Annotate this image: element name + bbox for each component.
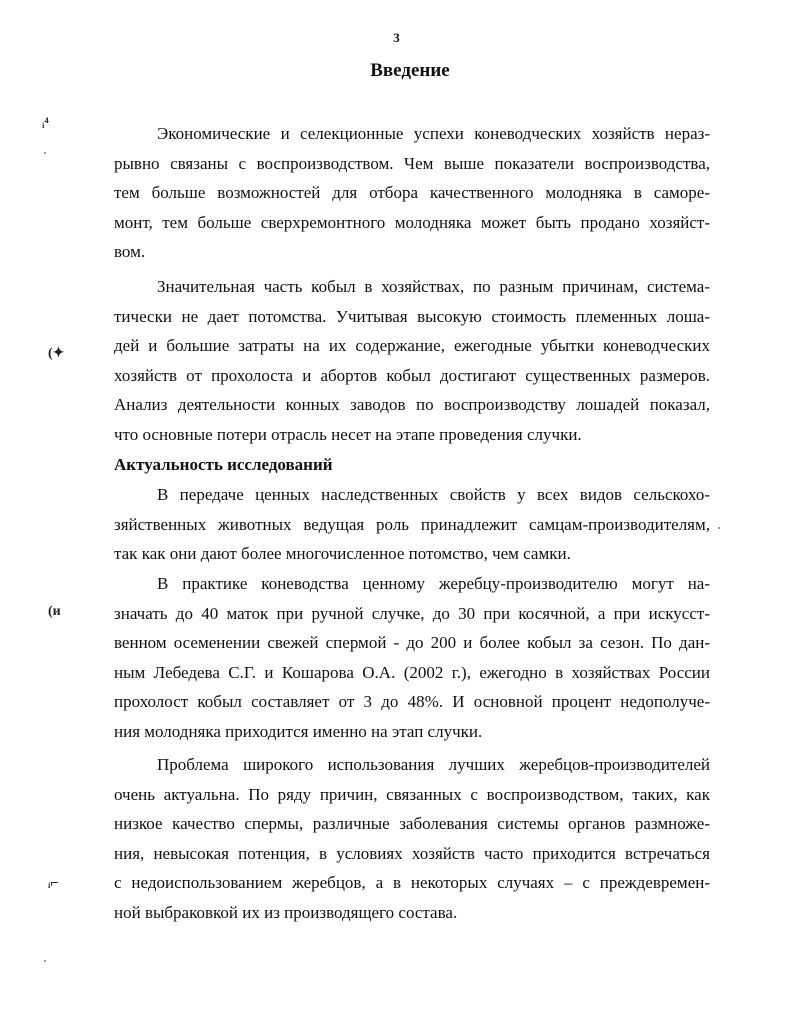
text-line: ния молодняка приходится именно на этап случки. — [114, 721, 483, 741]
text-line: Анализ деятельности конных заводов по воспроизводству лошадей показал, — [114, 395, 710, 415]
scan-dot — [44, 960, 46, 962]
text-line: прохолост кобыл составляет от 3 до 48%. И основной процент недополуче- — [114, 692, 710, 712]
text-line: хозяйств от прохолоста и абортов кобыл достигают существенных размеров. — [114, 365, 710, 385]
margin-mark: (✦ — [48, 346, 65, 361]
text-line: Значительная часть кобыл в хозяйствах, по разным причинам, система- — [157, 277, 710, 296]
text-line: рывно связаны с воспроизводством. Чем выше показатели воспроизводства, — [114, 153, 710, 173]
section-heading-block — [114, 450, 710, 480]
paragraph-1 — [114, 119, 710, 267]
scan-dot — [44, 152, 46, 154]
text-line: монт, тем больше сверхремонтного молодняка может быть продано хозяйст- — [114, 212, 710, 232]
text-line: дей и большие затраты на их содержание, ежегодные убытки коневодческих — [114, 336, 710, 356]
text-line: Проблема широкого использования лучших жеребцов-производителей — [157, 755, 710, 774]
margin-mark: (ᴎ — [48, 604, 61, 619]
text-line: очень актуальна. По ряду причин, связанных с воспроизводством, таких, как — [114, 784, 710, 804]
text-line: ным Лебедева С.Г. и Кошарова О.А. (2002 г.), ежегодно в хозяйствах России — [114, 662, 710, 682]
text-line: В практике коневодства ценному жеребцу-производителю могут на- — [157, 574, 710, 593]
text-line: ния, невысокая потенция, в условиях хозяйств часто приходится встречаться — [114, 843, 710, 863]
text-line: тем больше возможностей для отбора качественного молодняка в саморе- — [114, 183, 710, 203]
text-line: вом. — [114, 242, 146, 262]
scan-dot — [718, 527, 720, 529]
paragraph-3 — [114, 480, 710, 569]
text-line: что основные потери отрасль несет на этапе проведения случки. — [114, 424, 582, 444]
text-line: значать до 40 маток при ручной случке, до 30 при косячной, а при искусст- — [114, 603, 710, 623]
paragraph-2 — [114, 272, 710, 450]
text-line: ной выбраковкой их из производящего состава. — [114, 902, 458, 922]
page-number: 3 — [393, 30, 400, 45]
paragraph-4 — [114, 569, 710, 747]
paragraph-5 — [114, 750, 710, 928]
text-line: с недоиспользованием жеребцов, а в некоторых случаях – с преждевремен- — [114, 873, 710, 893]
margin-mark: ᵢ⁴ — [42, 116, 49, 131]
text-line: Экономические и селекционные успехи коневодческих хозяйств нераз- — [157, 124, 710, 143]
text-line: низкое качество спермы, различные заболевания системы органов размноже- — [114, 814, 710, 834]
section-heading: Актуальность исследований — [114, 455, 333, 474]
text-line: тически не дает потомства. Учитывая высокую стоимость племенных лоша- — [114, 306, 710, 326]
text-line: В передаче ценных наследственных свойств у всех видов сельскохо- — [157, 485, 710, 504]
page-title: Введение — [370, 60, 450, 81]
text-line: зяйственных животных ведущая роль принадлежит самцам-производителям, — [114, 514, 710, 534]
margin-mark: ᵢ⌐ — [48, 876, 59, 891]
text-line: так как они дают более многочисленное потомство, чем самки. — [114, 544, 571, 564]
text-line: венном осеменении свежей спермой - до 200 и более кобыл за сезон. По дан- — [114, 633, 710, 653]
